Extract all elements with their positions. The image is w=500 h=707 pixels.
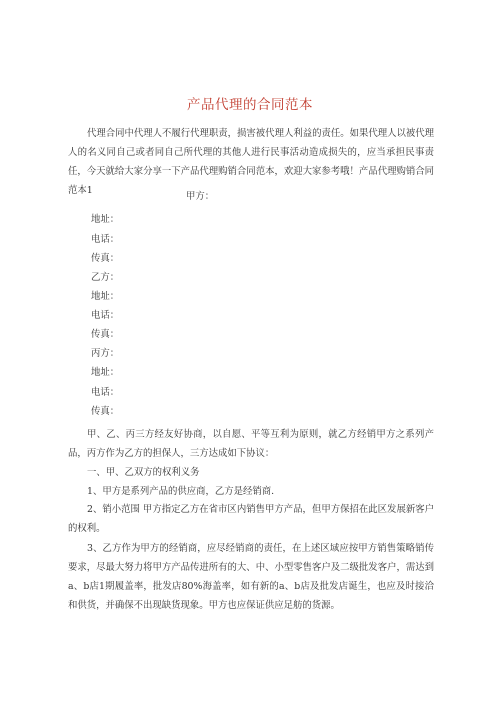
party-b-phone-field: 电话： <box>91 310 120 321</box>
section-heading: 一、甲、乙双方的权利义务 <box>87 467 200 478</box>
party-c-address-field: 地址： <box>91 367 120 378</box>
party-a-label: 甲方： <box>186 191 215 202</box>
party-b-label: 乙方： <box>91 272 120 283</box>
clause-1: 1、甲方是系列产品的供应商，乙方是经销商. <box>87 486 275 497</box>
party-c-fax-field: 传真： <box>91 406 120 417</box>
party-a-fax-field: 传真： <box>91 253 120 264</box>
party-a-address-field: 地址： <box>91 214 120 225</box>
clause-3: 3、乙方作为甲方的经销商，应尽经销商的责任，在上述区域应按甲方销售策略销传要求，尽最大努力将甲方产品传进所有的大、中、小型零售客户及二级批发客户，需达到a、b店1期履盖率，批发店80%海盖率，如有新的a、b店及批发店诞生，也应及时接洽和供货，并确保不出现缺货现象。甲方也应保证供应足舫的货源。 <box>68 543 434 611</box>
document-title: 产品代理的合同范本 <box>187 97 313 113</box>
party-c-phone-field: 电话： <box>91 387 120 398</box>
party-b-address-field: 地址： <box>91 291 120 302</box>
intro-paragraph: 代理合同中代理人不履行代理职责，损害被代理人利益的责任。如果代理人以被代理人的名义同自己或者同自己所代理的其他人进行民事活动造成损失的，应当承担民事责任，今天就给大家分享一下产品代理购销合同范本，欢迎大家参考哦！产品代理购销合同范本1 <box>68 128 434 196</box>
party-a-phone-field: 电话： <box>91 234 120 245</box>
party-c-label: 丙方： <box>91 348 120 359</box>
party-b-fax-field: 传真： <box>91 329 120 340</box>
clause-2: 2、销小范围 甲方指定乙方在省市区内销售甲方产品，但甲方保招在此区发展新客户的权利。 <box>68 504 434 534</box>
agreement-paragraph: 甲、乙、丙三方经友好协商，以自愿、平等互利为原则，就乙方经销甲方之系列产品，丙方作为乙方的担保人，三方达成如下协议： <box>68 429 434 459</box>
